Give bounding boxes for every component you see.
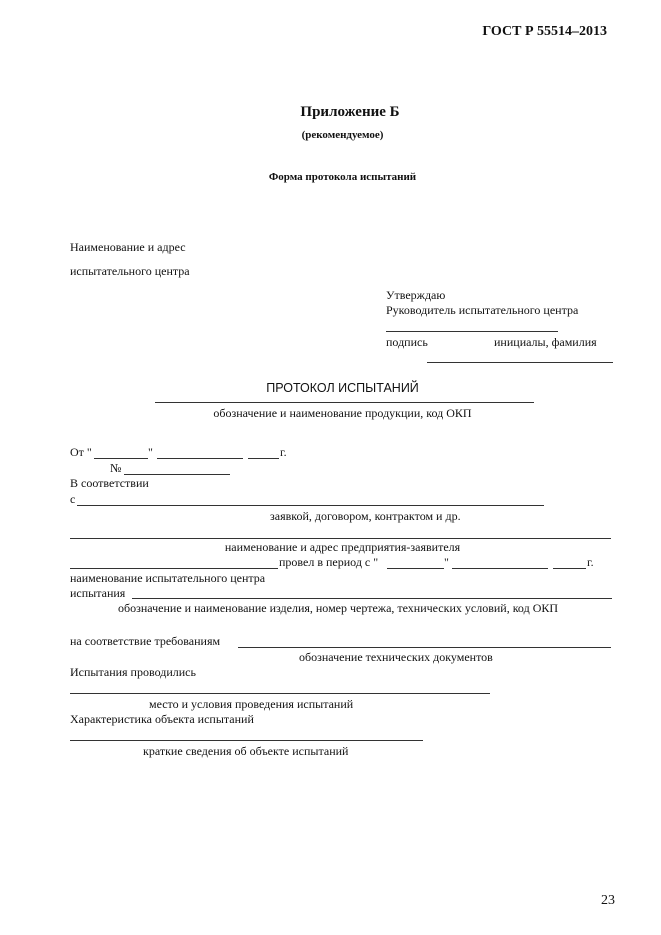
standard-number: ГОСТ Р 55514–2013 bbox=[482, 24, 607, 39]
period-month-line bbox=[452, 568, 548, 569]
object-line bbox=[70, 740, 423, 741]
period-year-suffix: г. bbox=[587, 555, 594, 569]
product-caption: обозначение и наименование продукции, код ОКП bbox=[213, 406, 472, 420]
tests-label: испытания bbox=[70, 586, 126, 600]
approve-date-line bbox=[427, 362, 613, 363]
object-label: Характеристика объекта испытаний bbox=[70, 712, 254, 726]
period-year-line bbox=[553, 568, 586, 569]
number-sign: № bbox=[110, 461, 122, 475]
conducted-label: Испытания проводились bbox=[70, 665, 196, 679]
item-caption: обозначение и наименование изделия, номер чертежа, технических условий, код ОКП bbox=[118, 601, 559, 615]
org-line1: Наименование и адрес bbox=[70, 240, 186, 254]
object-caption: краткие сведения об объекте испытаний bbox=[143, 744, 349, 758]
page-number: 23 bbox=[601, 893, 615, 908]
place-caption: место и условия проведения испытаний bbox=[149, 697, 354, 711]
with-prefix: с bbox=[70, 492, 76, 506]
item-line bbox=[132, 598, 612, 599]
period-quote: " bbox=[444, 555, 449, 569]
org-line2: испытательного центра bbox=[70, 264, 190, 278]
place-line bbox=[70, 693, 490, 694]
appendix-status: (рекомендуемое) bbox=[301, 129, 384, 141]
date-quote: " bbox=[148, 445, 153, 459]
request-line bbox=[77, 505, 544, 506]
date-year-suffix: г. bbox=[280, 445, 287, 459]
period-day-line bbox=[387, 568, 444, 569]
signature-line bbox=[386, 331, 558, 332]
appendix-title: Приложение Б bbox=[300, 104, 400, 120]
enterprise-line bbox=[70, 538, 611, 539]
approve-position: Руководитель испытательного центра bbox=[386, 303, 579, 317]
center-caption: наименование испытательного центра bbox=[70, 571, 266, 585]
day-line bbox=[94, 458, 148, 459]
sign-label: подпись bbox=[386, 335, 428, 349]
number-line bbox=[124, 474, 230, 475]
conducted-text: провел в период с " bbox=[279, 555, 379, 569]
form-title: Форма протокола испытаний bbox=[268, 171, 417, 183]
protocol-title: ПРОТОКОЛ ИСПЫТАНИЙ bbox=[266, 381, 419, 395]
date-prefix: От " bbox=[70, 445, 92, 459]
year-line bbox=[248, 458, 279, 459]
accordance-label: В соответствии bbox=[70, 476, 149, 490]
tech-docs-line bbox=[238, 647, 611, 648]
approve-word: Утверждаю bbox=[386, 288, 446, 302]
product-line bbox=[155, 402, 534, 403]
center-line bbox=[70, 568, 278, 569]
compliance-text: на соответствие требованиям bbox=[70, 634, 221, 648]
month-line bbox=[157, 458, 243, 459]
name-label: инициалы, фамилия bbox=[494, 335, 597, 349]
request-caption: заявкой, договором, контрактом и др. bbox=[270, 509, 461, 523]
tech-docs-caption: обозначение технических документов bbox=[299, 650, 493, 664]
enterprise-caption: наименование и адрес предприятия-заявителя bbox=[224, 540, 461, 554]
